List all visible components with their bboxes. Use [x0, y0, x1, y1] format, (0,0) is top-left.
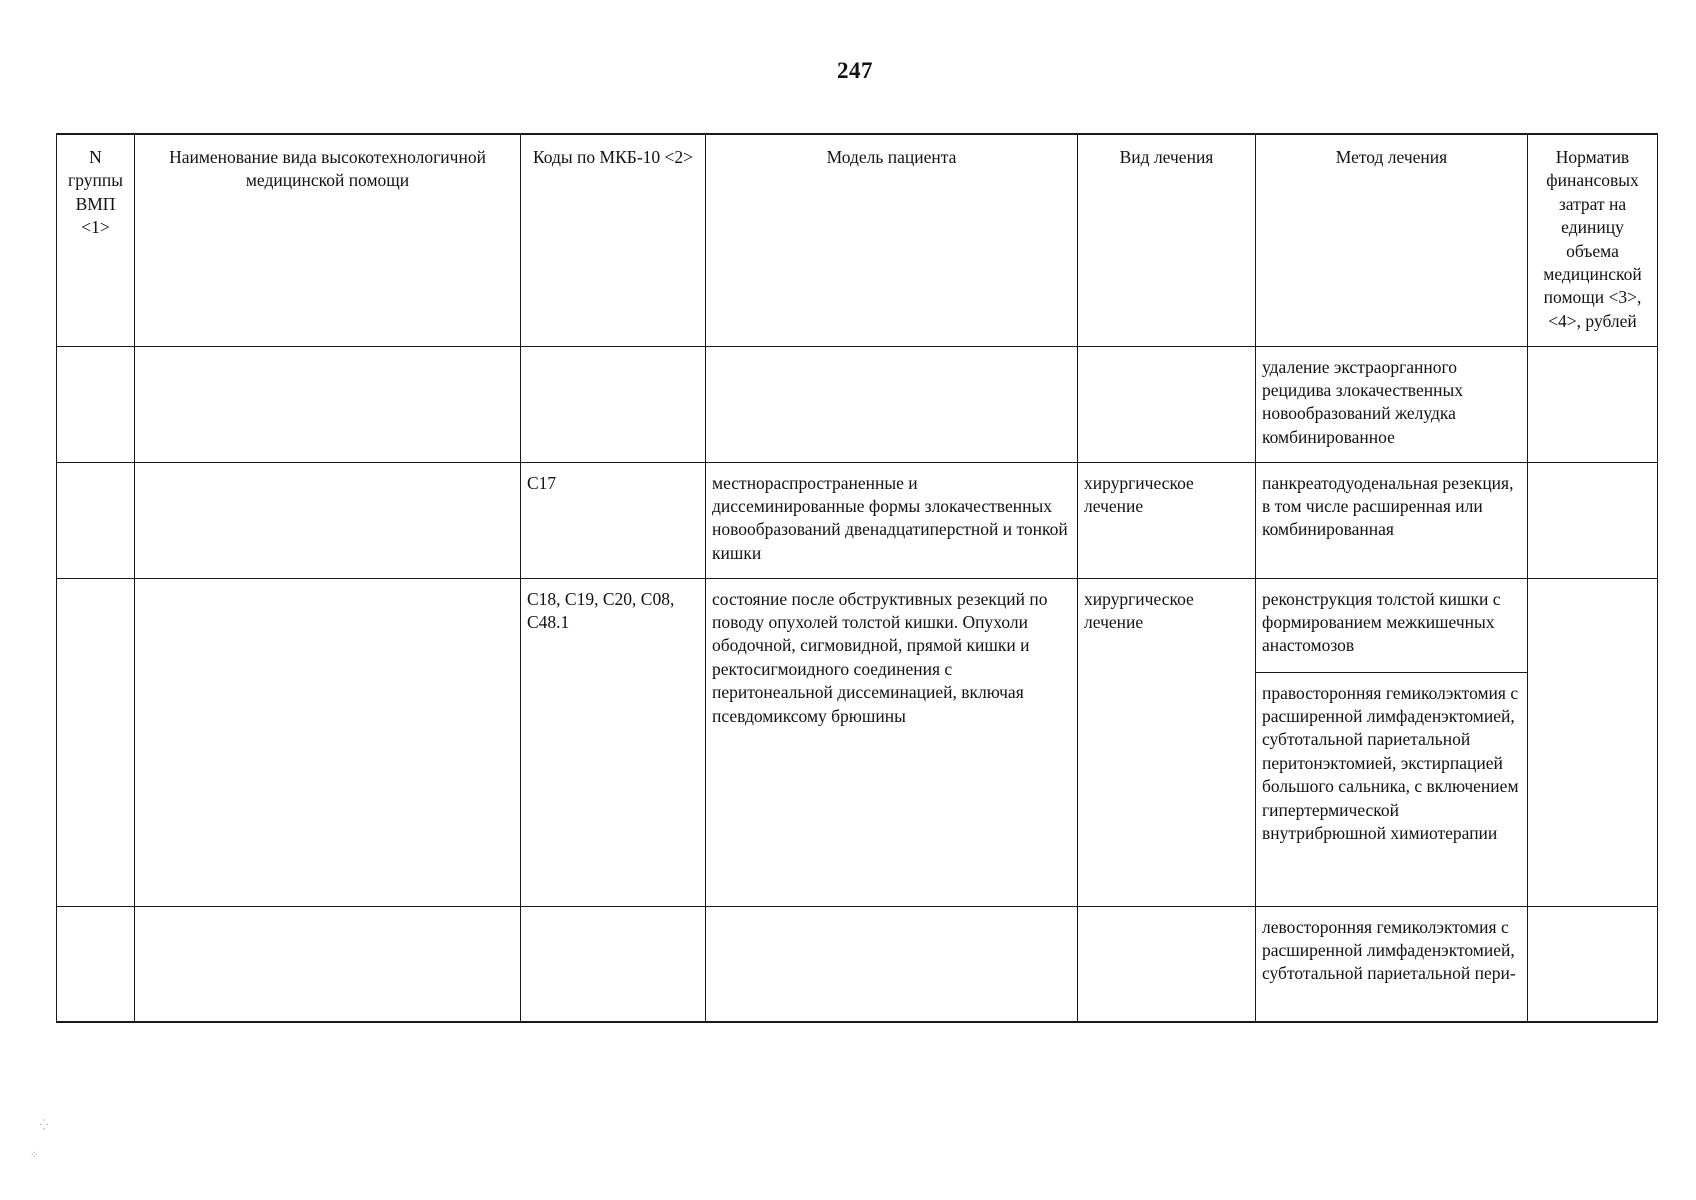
table-row — [57, 346, 1658, 462]
cell-treatment-kind: хирургическое лечение — [1078, 578, 1256, 906]
cell-icd-codes: C18, C19, C20, C08, C48.1 — [521, 578, 706, 906]
cell-care-name — [135, 462, 521, 578]
cell-patient-model — [706, 346, 1078, 462]
cell-care-name — [135, 578, 521, 906]
cell-cost-norm — [1528, 462, 1658, 578]
cell-icd-codes — [521, 346, 706, 462]
table-row — [57, 906, 1658, 1022]
table-row — [57, 462, 1658, 578]
cell-cost-norm — [1528, 346, 1658, 462]
cell-treatment-kind — [1078, 906, 1256, 1022]
cell-treatment-method: панкреатодуоденальная резекция, в том числе расширенная или комбинированная — [1256, 462, 1528, 578]
cell-treatment-kind — [1078, 346, 1256, 462]
table-row — [57, 578, 1658, 672]
cell-icd-codes: C17 — [521, 462, 706, 578]
scan-speck: ⁛ — [40, 1120, 48, 1131]
cell-group — [57, 462, 135, 578]
cell-patient-model: местнораспространенные и диссеминированные формы злокачественных новообразований двенадцатиперстной и тонкой кишки — [706, 462, 1078, 578]
header-icd-codes: Коды по МКБ-10 <2> — [521, 134, 706, 346]
cell-group — [57, 906, 135, 1022]
cell-treatment-method: левосторонняя гемиколэктомия с расширенной лимфаденэктомией, субтотальной париетальной пери- — [1256, 906, 1528, 1022]
header-cost-norm: Норматив финансовых затрат на единицу объема медицинской помощи <3>, <4>, рублей — [1528, 134, 1658, 346]
cell-cost-norm — [1528, 578, 1658, 906]
cell-care-name — [135, 346, 521, 462]
header-patient-model: Модель пациента — [706, 134, 1078, 346]
header-treatment-kind: Вид лечения — [1078, 134, 1256, 346]
cell-patient-model — [706, 906, 1078, 1022]
header-treatment-method: Метод лечения — [1256, 134, 1528, 346]
cell-cost-norm — [1528, 906, 1658, 1022]
cell-group — [57, 578, 135, 906]
cell-patient-model: состояние после обструктивных резекций по поводу опухолей толстой кишки. Опухоли ободочной, сигмовидной, прямой кишки и ректосигмоидного соединения с перитонеальной диссеминацией, включая псевдомиксому брюшины — [706, 578, 1078, 906]
cell-treatment-kind: хирургическое лечение — [1078, 462, 1256, 578]
cell-treatment-method: удаление экстраорганного рецидива злокачественных новообразований желудка комбинированное — [1256, 346, 1528, 462]
cell-treatment-method: реконструкция толстой кишки с формированием межкишечных анастомозов — [1256, 578, 1528, 672]
cell-icd-codes — [521, 906, 706, 1022]
table-header-row — [57, 134, 1658, 346]
cell-treatment-method-2: правосторонняя гемиколэктомия с расширенной лимфаденэктомией, субтотальной париетальной перитонэктомией, экстирпацией большого сальника, с включением гипертермической внутрибрюшной химиотерапии — [1256, 672, 1528, 906]
header-group-number: N группы ВМП <1> — [57, 134, 135, 346]
header-care-name: Наименование вида высокотехнологичной медицинской помощи — [135, 134, 521, 346]
vmp-table — [56, 133, 1658, 1023]
scan-speck: ⁘ — [30, 1150, 39, 1161]
page-number: 247 — [837, 58, 873, 83]
cell-care-name — [135, 906, 521, 1022]
cell-group — [57, 346, 135, 462]
